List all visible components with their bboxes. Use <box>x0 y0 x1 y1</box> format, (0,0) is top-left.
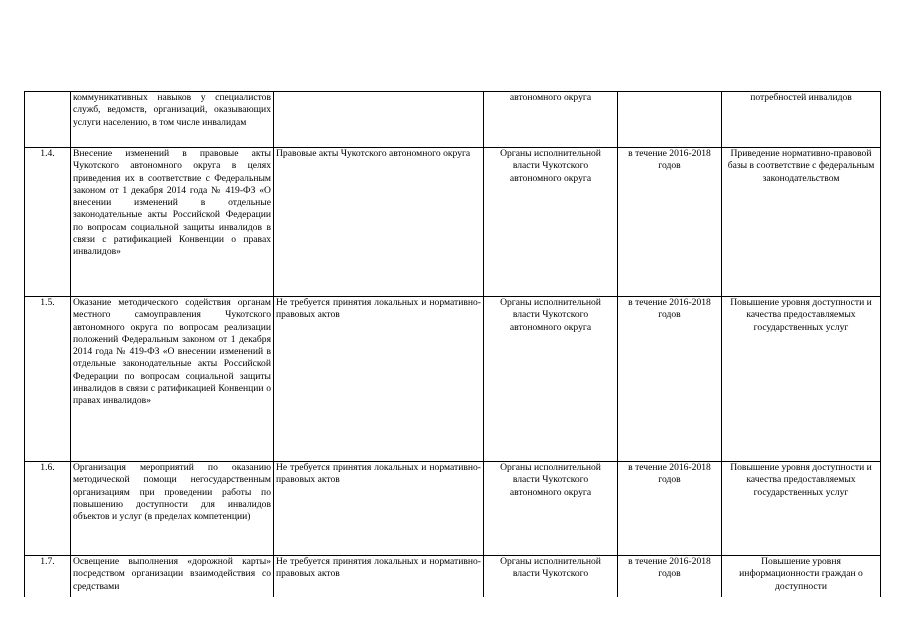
measure-name: Освещение выполнения «дорожной карты» посредством организации взаимодействия со средствами <box>71 556 274 616</box>
roadmap-table <box>24 91 881 616</box>
term: в течение 2016-2018 годов <box>618 148 722 297</box>
executor: автономного округа <box>484 92 618 148</box>
term: в течение 2016-2018 годов <box>618 462 722 556</box>
term: в течение 2016-2018 годов <box>618 556 722 616</box>
legal-acts: Не требуется принятия локальных и нормативно-правовых актов <box>274 556 484 616</box>
table-row <box>25 462 881 556</box>
expected-result: Повышение уровня информационности граждан о доступности <box>722 556 881 616</box>
legal-acts: Не требуется принятия локальных и нормативно-правовых актов <box>274 462 484 556</box>
table-row <box>25 148 881 297</box>
measure-name: Оказание методического содействия органам местного самоуправления Чукотского автономного округа по вопросам реализации положений Федеральным законом от 1 декабря 2014 года № 419-ФЗ «О внесении изменений в отдельные законодательные акты Российской Федерации по вопросам социальной защиты инвалидов в связи с ратификацией Конвенции о правах инвалидов» <box>71 297 274 462</box>
term: в течение 2016-2018 годов <box>618 297 722 462</box>
executor: Органы исполнительной власти Чукотского <box>484 556 618 616</box>
legal-acts: Правовые акты Чукотского автономного округа <box>274 148 484 297</box>
measure-name: коммуникативных навыков у специалистов служб, ведомств, организаций, оказывающих услуги населению, в том числе инвалидам <box>71 92 274 148</box>
expected-result: потребностей инвалидов <box>722 92 881 148</box>
executor: Органы исполнительной власти Чукотского автономного округа <box>484 148 618 297</box>
expected-result: Приведение нормативно-правовой базы в соответствие с федеральным законодательством <box>722 148 881 297</box>
row-number: 1.7. <box>25 556 71 616</box>
expected-result: Повышение уровня доступности и качества предоставляемых государственных услуг <box>722 297 881 462</box>
row-number: 1.6. <box>25 462 71 556</box>
term <box>618 92 722 148</box>
measure-name: Внесение изменений в правовые акты Чукотского автономного округа в целях приведения их в соответствие с Федеральным законом от 1 декабря 2014 года № 419-ФЗ «О внесении изменений в отдельные законодательные акты Российской Федерации по вопросам социальной защиты инвалидов в связи с ратификацией Конвенции о правах инвалидов» <box>71 148 274 297</box>
legal-acts <box>274 92 484 148</box>
row-number: 1.5. <box>25 297 71 462</box>
table-row <box>25 92 881 148</box>
table-row <box>25 297 881 462</box>
page-bottom-margin <box>0 597 905 640</box>
executor: Органы исполнительной власти Чукотского автономного округа <box>484 297 618 462</box>
executor: Органы исполнительной власти Чукотского автономного округа <box>484 462 618 556</box>
row-number <box>25 92 71 148</box>
expected-result: Повышение уровня доступности и качества предоставляемых государственных услуг <box>722 462 881 556</box>
legal-acts: Не требуется принятия локальных и нормативно-правовых актов <box>274 297 484 462</box>
row-number: 1.4. <box>25 148 71 297</box>
measure-name: Организация мероприятий по оказанию методической помощи негосударственным организациям при проведении работы по повышению доступности для инвалидов объектов и услуг (в пределах компетенции) <box>71 462 274 556</box>
